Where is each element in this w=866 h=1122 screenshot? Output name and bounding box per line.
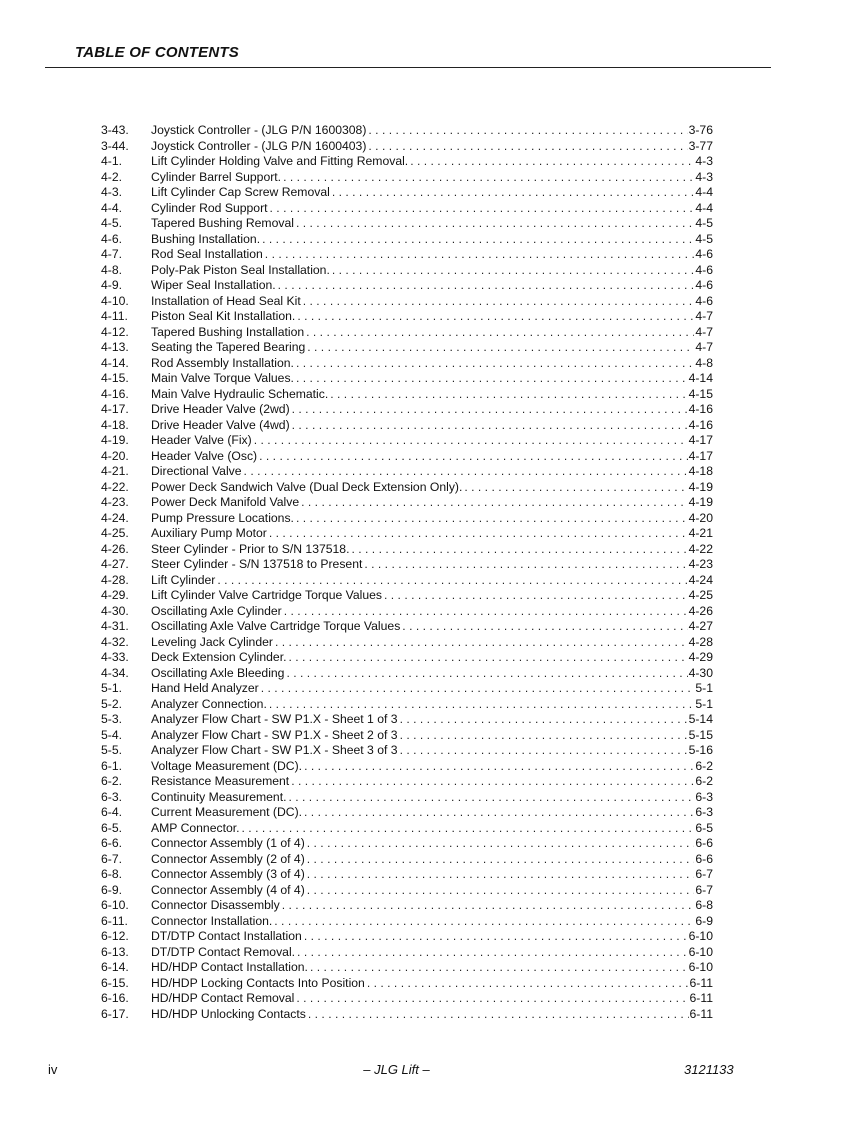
toc-dot-leader (400, 728, 688, 744)
toc-entry-title: HD/HDP Contact Removal (151, 991, 295, 1005)
toc-entry-number: 4-34. (101, 665, 129, 680)
toc-entry-title: Header Valve (Osc) (151, 448, 258, 463)
toc-entry-page: 4-8 (695, 355, 713, 370)
toc-dot-leader (296, 991, 688, 1007)
toc-entry[interactable] (101, 604, 713, 620)
toc-entry-title: Oscillating Axle Valve Cartridge Torque Values (151, 619, 401, 633)
toc-entry[interactable] (101, 247, 713, 263)
toc-entry-page: 4-6 (695, 278, 713, 292)
toc-entry-number: 4-8. (101, 262, 123, 277)
toc-entry-page: 4-29 (688, 650, 713, 664)
toc-entry-title: Current Measurement (DC). (151, 805, 303, 819)
toc-entry-page: 4-17 (688, 448, 713, 463)
toc-entry-page: 4-7 (695, 340, 713, 354)
toc-dot-leader (301, 495, 687, 511)
toc-entry-title: Continuity Measurement. (151, 789, 287, 804)
toc-entry[interactable] (101, 991, 713, 1007)
toc-dot-leader (292, 418, 688, 434)
toc-entry[interactable] (101, 201, 713, 217)
toc-dot-leader (306, 325, 694, 341)
toc-entry-title: Connector Assembly (2 of 4) (151, 851, 305, 866)
toc-entry-title: Connector Installation. (151, 913, 273, 928)
toc-entry-title: Joystick Controller - (JLG P/N 1600403) (151, 138, 367, 153)
toc-entry[interactable] (101, 790, 713, 806)
toc-entry-page: 4-3 (695, 169, 713, 184)
toc-dot-leader (242, 821, 695, 837)
toc-entry-title: Connector Assembly (4 of 4) (151, 882, 305, 897)
toc-entry[interactable] (101, 371, 713, 387)
toc-entry-page: 4-6 (695, 293, 713, 308)
toc-entry-number: 4-13. (101, 340, 129, 354)
toc-entry[interactable] (101, 154, 713, 170)
toc-entry-page: 4-4 (695, 185, 713, 199)
toc-entry-number: 4-20. (101, 448, 129, 463)
toc-entry-title: Power Deck Manifold Valve (151, 495, 300, 509)
toc-entry-title: AMP Connector. (151, 820, 240, 835)
toc-entry[interactable] (101, 635, 713, 651)
toc-dot-leader (296, 216, 694, 232)
toc-entry[interactable] (101, 402, 713, 418)
toc-dot-leader (307, 867, 695, 883)
toc-dot-leader (296, 356, 694, 372)
toc-dot-leader (262, 232, 694, 248)
toc-entry[interactable] (101, 340, 713, 356)
toc-entry-title: Lift Cylinder Cap Screw Removal (151, 185, 330, 199)
toc-entry-page: 5-1 (695, 681, 713, 695)
toc-entry-number: 6-5. (101, 820, 123, 835)
toc-entry-title: Connector Disassembly (151, 898, 280, 912)
toc-entry-number: 4-12. (101, 324, 129, 339)
header-divider (45, 67, 771, 68)
toc-entry[interactable] (101, 852, 713, 868)
toc-dot-leader (332, 263, 695, 279)
toc-entry[interactable] (101, 294, 713, 310)
toc-entry-number: 6-1. (101, 758, 123, 773)
toc-entry[interactable] (101, 464, 713, 480)
toc-entry[interactable] (101, 619, 713, 635)
toc-entry-number: 4-17. (101, 402, 129, 416)
toc-entry[interactable] (101, 263, 713, 279)
toc-dot-leader (274, 914, 694, 930)
toc-entry[interactable] (101, 883, 713, 899)
toc-entry-number: 6-9. (101, 882, 123, 897)
toc-entry-number: 6-10. (101, 898, 129, 912)
toc-entry-page: 5-14 (688, 712, 713, 726)
toc-entry-page: 3-77 (688, 138, 713, 153)
toc-entry-title: HD/HDP Locking Contacts Into Position (151, 975, 365, 990)
toc-entry-number: 4-18. (101, 417, 129, 432)
toc-entry-number: 4-24. (101, 510, 129, 525)
toc-dot-leader (464, 480, 687, 496)
toc-entry-title: Resistance Measurement (151, 774, 290, 788)
toc-entry-page: 4-5 (695, 231, 713, 246)
toc-entry[interactable] (101, 216, 713, 232)
toc-entry-page: 4-25 (688, 588, 713, 602)
toc-entry-title: Tapered Bushing Installation (151, 324, 305, 339)
toc-dot-leader (292, 402, 688, 418)
footer-document-number: 3121133 (684, 1062, 734, 1077)
toc-entry-page: 4-16 (688, 402, 713, 416)
toc-entry-number: 3-44. (101, 138, 129, 153)
toc-entry-number: 4-23. (101, 495, 129, 509)
toc-entry-number: 4-7. (101, 247, 123, 261)
toc-dot-leader (261, 681, 695, 697)
toc-entry[interactable] (101, 588, 713, 604)
toc-dot-leader (286, 666, 687, 682)
toc-dot-leader (217, 573, 687, 589)
toc-entry-page: 4-7 (695, 309, 713, 323)
toc-entry-number: 4-6. (101, 231, 123, 246)
toc-entry-title: Analyzer Flow Chart - SW P1.X - Sheet 3 of 3 (151, 743, 398, 757)
toc-entry-page: 4-6 (695, 262, 713, 277)
toc-entry-number: 6-2. (101, 774, 123, 788)
toc-entry[interactable] (101, 139, 713, 155)
toc-dot-leader (278, 278, 695, 294)
toc-entry-number: 6-7. (101, 851, 123, 866)
toc-entry-title: Deck Extension Cylinder. (151, 650, 287, 664)
toc-entry-number: 4-21. (101, 464, 129, 478)
toc-entry-number: 4-15. (101, 371, 129, 385)
toc-entry[interactable] (101, 821, 713, 837)
toc-entry-page: 5-16 (688, 743, 713, 757)
toc-entry-title: Header Valve (Fix) (151, 433, 252, 447)
toc-dot-leader (400, 712, 688, 728)
toc-dot-leader (254, 433, 688, 449)
toc-entry-number: 6-13. (101, 944, 129, 959)
toc-entry-title: Steer Cylinder - S/N 137518 to Present (151, 557, 363, 571)
toc-dot-leader (296, 511, 688, 527)
toc-entry-page: 3-76 (688, 123, 713, 137)
toc-entry-title: Auxiliary Pump Motor (151, 526, 267, 540)
toc-dot-leader (307, 852, 695, 868)
toc-entry[interactable] (101, 185, 713, 201)
toc-entry-page: 4-16 (688, 417, 713, 432)
toc-entry[interactable] (101, 418, 713, 434)
toc-entry-title: Directional Valve (151, 464, 242, 478)
toc-entry-number: 4-2. (101, 169, 123, 184)
toc-entry[interactable] (101, 728, 713, 744)
toc-entry-number: 4-28. (101, 572, 129, 587)
toc-entry-page: 6-10 (688, 929, 713, 943)
toc-entry[interactable] (101, 511, 713, 527)
toc-entry-page: 4-26 (688, 603, 713, 618)
toc-entry-number: 4-19. (101, 433, 129, 447)
toc-entry-number: 4-33. (101, 650, 129, 664)
toc-entry-number: 6-3. (101, 789, 123, 804)
toc-entry[interactable] (101, 356, 713, 372)
toc-entry-number: 6-16. (101, 991, 129, 1005)
toc-entry-number: 5-1. (101, 681, 123, 695)
toc-entry-page: 6-11 (689, 1006, 713, 1021)
toc-entry[interactable] (101, 867, 713, 883)
toc-entry-title: Hand Held Analyzer (151, 681, 259, 695)
toc-dot-leader (283, 170, 694, 186)
toc-dot-leader (291, 774, 694, 790)
toc-dot-leader (297, 309, 694, 325)
toc-entry-title: Lift Cylinder (151, 572, 216, 587)
toc-dot-leader (259, 449, 687, 465)
toc-entry[interactable] (101, 759, 713, 775)
toc-entry-page: 6-8 (695, 898, 713, 912)
toc-entry-page: 4-30 (688, 665, 713, 680)
toc-entry-number: 4-11. (101, 309, 128, 323)
toc-entry-number: 4-29. (101, 588, 129, 602)
toc-entry-title: Lift Cylinder Valve Cartridge Torque Values (151, 588, 382, 602)
toc-entry-page: 4-24 (688, 572, 713, 587)
toc-entry-title: Leveling Jack Cylinder (151, 634, 273, 649)
toc-entry[interactable] (101, 278, 713, 294)
toc-entry-page: 6-10 (688, 944, 713, 959)
toc-entry[interactable] (101, 495, 713, 511)
toc-entry-title: Seating the Tapered Bearing (151, 340, 306, 354)
toc-entry-title: Joystick Controller - (JLG P/N 1600308) (151, 123, 367, 137)
toc-entry-title: Steer Cylinder - Prior to S/N 137518. (151, 541, 350, 556)
toc-entry[interactable] (101, 697, 713, 713)
toc-entry[interactable] (101, 170, 713, 186)
toc-entry-page: 4-17 (688, 433, 713, 447)
toc-entry-number: 6-17. (101, 1006, 129, 1021)
toc-dot-leader (296, 371, 688, 387)
toc-entry-number: 4-26. (101, 541, 129, 556)
toc-dot-leader (402, 619, 687, 635)
toc-entry-page: 4-22 (688, 541, 713, 556)
toc-entry-page: 4-5 (695, 216, 713, 230)
toc-dot-leader (368, 139, 687, 155)
toc-entry-title: Piston Seal Kit Installation. (151, 309, 296, 323)
toc-entry-number: 5-2. (101, 696, 123, 711)
toc-entry-page: 6-5 (695, 820, 713, 835)
toc-dot-leader (269, 526, 688, 542)
toc-dot-leader (270, 201, 695, 217)
toc-entry-title: Bushing Installation. (151, 231, 261, 246)
toc-dot-leader (265, 247, 695, 263)
footer-publication: – JLG Lift – (363, 1062, 430, 1077)
toc-entry[interactable] (101, 309, 713, 325)
toc-entry-title: Analyzer Connection. (151, 696, 267, 711)
toc-entry-number: 4-4. (101, 200, 123, 215)
toc-entry-page: 4-14 (688, 371, 713, 385)
toc-dot-leader (308, 1007, 689, 1023)
toc-entry-page: 4-28 (688, 634, 713, 649)
toc-entry[interactable] (101, 1007, 713, 1023)
toc-entry-page: 6-6 (695, 851, 713, 866)
toc-entry-page: 5-1 (695, 696, 713, 711)
toc-entry-page: 6-2 (695, 758, 713, 773)
page-title: TABLE OF CONTENTS (75, 44, 239, 61)
toc-dot-leader (367, 976, 689, 992)
toc-entry-title: Main Valve Torque Values. (151, 371, 294, 385)
toc-entry-page: 6-2 (695, 774, 713, 788)
toc-entry-title: Pump Pressure Locations. (151, 510, 294, 525)
toc-entry-number: 4-22. (101, 479, 129, 494)
toc-entry-number: 4-25. (101, 526, 129, 540)
toc-dot-leader (244, 464, 688, 480)
toc-entry[interactable] (101, 232, 713, 248)
toc-entry[interactable] (101, 573, 713, 589)
toc-dot-leader (384, 588, 688, 604)
toc-dot-leader (304, 929, 688, 945)
toc-entry[interactable] (101, 914, 713, 930)
toc-dot-leader (364, 557, 687, 573)
toc-entry-title: Connector Assembly (3 of 4) (151, 867, 305, 881)
toc-entry-page: 6-7 (695, 867, 713, 881)
toc-entry-title: Power Deck Sandwich Valve (Dual Deck Extension Only). (151, 479, 463, 494)
toc-dot-leader (297, 945, 688, 961)
toc-dot-leader (368, 123, 687, 139)
toc-entry-title: DT/DTP Contact Removal. (151, 944, 296, 959)
toc-dot-leader (288, 790, 694, 806)
toc-entry-page: 4-19 (688, 495, 713, 509)
toc-entry-title: Rod Assembly Installation. (151, 355, 294, 370)
toc-entry[interactable] (101, 960, 713, 976)
toc-entry-page: 4-7 (695, 324, 713, 339)
toc-entry[interactable] (101, 666, 713, 682)
toc-entry[interactable] (101, 557, 713, 573)
toc-entry-number: 6-8. (101, 867, 123, 881)
toc-entry-page: 4-18 (688, 464, 713, 478)
toc-entry-number: 6-6. (101, 836, 123, 850)
toc-entry-title: Cylinder Rod Support (151, 200, 268, 215)
toc-entry-title: Drive Header Valve (4wd) (151, 417, 290, 432)
toc-entry-page: 6-11 (689, 975, 713, 990)
toc-entry-number: 5-3. (101, 712, 123, 726)
toc-entry[interactable] (101, 480, 713, 496)
toc-entry-number: 6-14. (101, 960, 129, 974)
toc-entry-page: 4-20 (688, 510, 713, 525)
toc-entry-number: 4-32. (101, 634, 129, 649)
toc-dot-leader (304, 759, 694, 775)
toc-entry-page: 6-6 (695, 836, 713, 850)
toc-dot-leader (275, 635, 688, 651)
toc-entry-page: 4-3 (695, 154, 713, 168)
toc-entry[interactable] (101, 945, 713, 961)
toc-entry-title: HD/HDP Contact Installation. (151, 960, 308, 974)
toc-entry-title: Installation of Head Seal Kit (151, 293, 301, 308)
toc-entry-title: HD/HDP Unlocking Contacts (151, 1006, 306, 1021)
toc-entry-page: 6-3 (695, 805, 713, 819)
toc-entry[interactable] (101, 805, 713, 821)
toc-entry-title: Connector Assembly (1 of 4) (151, 836, 305, 850)
toc-entry-number: 4-9. (101, 278, 123, 292)
toc-entry[interactable] (101, 433, 713, 449)
toc-entry-number: 4-3. (101, 185, 123, 199)
toc-dot-leader (310, 960, 688, 976)
toc-entry-number: 6-15. (101, 975, 129, 990)
toc-entry-number: 4-5. (101, 216, 123, 230)
toc-entry-title: Drive Header Valve (2wd) (151, 402, 290, 416)
footer-page-number: iv (48, 1062, 58, 1077)
toc-dot-leader (284, 604, 688, 620)
toc-entry-title: Tapered Bushing Removal (151, 216, 294, 230)
toc-entry-title: Rod Seal Installation (151, 247, 263, 261)
toc-entry-title: Lift Cylinder Holding Valve and Fitting Removal. (151, 154, 409, 168)
toc-entry-number: 6-12. (101, 929, 129, 943)
toc-entry-title: DT/DTP Contact Installation (151, 929, 302, 943)
toc-entry-title: Analyzer Flow Chart - SW P1.X - Sheet 1 of 3 (151, 712, 398, 726)
toc-entry-number: 4-1. (101, 154, 123, 168)
toc-dot-leader (307, 836, 695, 852)
toc-entry-number: 4-31. (101, 619, 129, 633)
toc-dot-leader (330, 387, 687, 403)
toc-entry-title: Cylinder Barrel Support. (151, 169, 282, 184)
toc-entry-page: 5-15 (688, 727, 713, 742)
toc-entry[interactable] (101, 449, 713, 465)
toc-entry[interactable] (101, 976, 713, 992)
toc-entry-page: 4-15 (688, 386, 713, 401)
toc-entry[interactable] (101, 387, 713, 403)
toc-entry-title: Voltage Measurement (DC). (151, 758, 303, 773)
toc-entry-number: 5-5. (101, 743, 123, 757)
toc-entry-title: Analyzer Flow Chart - SW P1.X - Sheet 2 of 3 (151, 727, 398, 742)
toc-entry-number: 6-4. (101, 805, 123, 819)
toc-entry[interactable] (101, 650, 713, 666)
toc-dot-leader (269, 697, 695, 713)
toc-dot-leader (307, 883, 695, 899)
toc-entry-page: 4-4 (695, 200, 713, 215)
toc-entry-title: Oscillating Axle Bleeding (151, 665, 285, 680)
toc-entry[interactable] (101, 681, 713, 697)
toc-entry-page: 6-3 (695, 789, 713, 804)
toc-dot-leader (351, 542, 687, 558)
toc-entry[interactable] (101, 325, 713, 341)
toc-dot-leader (282, 898, 695, 914)
toc-entry-page: 4-6 (695, 247, 713, 261)
toc-entry-page: 6-11 (689, 991, 713, 1005)
toc-dot-leader (303, 294, 695, 310)
toc-dot-leader (332, 185, 695, 201)
toc-entry-number: 3-43. (101, 123, 129, 137)
toc-entry-number: 4-16. (101, 386, 129, 401)
toc-entry[interactable] (101, 929, 713, 945)
toc-entry[interactable] (101, 743, 713, 759)
toc-entry-title: Main Valve Hydraulic Schematic. (151, 386, 329, 401)
toc-dot-leader (400, 743, 688, 759)
toc-entry[interactable] (101, 898, 713, 914)
toc-list (101, 123, 713, 1022)
toc-entry-page: 6-9 (695, 913, 713, 928)
toc-dot-leader (410, 154, 694, 170)
toc-dot-leader (307, 340, 694, 356)
toc-entry[interactable] (101, 836, 713, 852)
toc-entry-number: 4-30. (101, 603, 129, 618)
toc-entry-number: 4-27. (101, 557, 129, 571)
toc-entry[interactable] (101, 542, 713, 558)
toc-entry[interactable] (101, 123, 713, 139)
toc-entry-page: 4-21 (688, 526, 713, 540)
toc-dot-leader (304, 805, 694, 821)
toc-entry[interactable] (101, 526, 713, 542)
toc-entry-title: Oscillating Axle Cylinder (151, 603, 282, 618)
toc-entry-number: 4-14. (101, 355, 129, 370)
toc-entry-page: 6-7 (695, 882, 713, 897)
toc-entry-title: Poly-Pak Piston Seal Installation. (151, 262, 330, 277)
toc-entry-number: 5-4. (101, 727, 123, 742)
toc-entry-number: 4-10. (101, 293, 129, 308)
toc-entry-number: 6-11. (101, 913, 128, 928)
toc-entry-page: 4-27 (688, 619, 713, 633)
toc-entry-page: 4-23 (688, 557, 713, 571)
toc-entry-title: Wiper Seal Installation. (151, 278, 276, 292)
toc-dot-leader (288, 650, 687, 666)
toc-entry-page: 6-10 (688, 960, 713, 974)
toc-entry-page: 4-19 (688, 479, 713, 494)
toc-entry[interactable] (101, 712, 713, 728)
toc-entry[interactable] (101, 774, 713, 790)
